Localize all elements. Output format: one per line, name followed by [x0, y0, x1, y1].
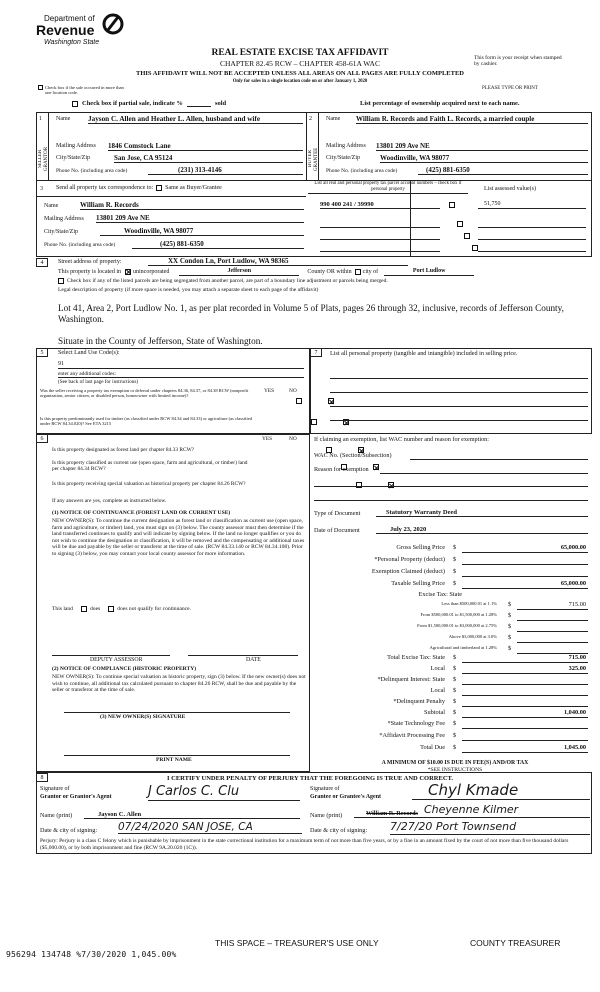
land-use-code[interactable]: 91	[58, 361, 304, 369]
grantee-date-label: Date & city of signing:	[310, 827, 368, 834]
parcel-2-personal-checkbox[interactable]	[457, 221, 463, 227]
tier1-amount[interactable]: 715.00	[568, 601, 586, 608]
local-label: Local	[430, 665, 445, 672]
logo-emblem-icon	[102, 12, 124, 36]
s6-yes-header: YES	[262, 436, 273, 442]
excise-state-row	[312, 591, 592, 601]
s6-q2-no-checkbox[interactable]	[373, 464, 379, 470]
section-4-number: 4	[36, 258, 48, 267]
s6-q3-no-checkbox[interactable]	[388, 482, 394, 488]
segregated-row	[58, 278, 388, 284]
multi-location-row	[38, 85, 138, 95]
s5-q1-no-checkbox[interactable]	[328, 398, 334, 404]
buyer-city-label: City/State/Zip	[326, 155, 360, 161]
tier2-input[interactable]	[517, 620, 588, 621]
does-label: does	[89, 606, 101, 612]
additional-codes-label: enter any additional codes:	[58, 371, 304, 378]
delinq-state-row	[312, 676, 592, 686]
delinq-local-row	[312, 687, 592, 697]
delinq-state-dollar: $	[453, 676, 457, 683]
logo-line1: Department of	[44, 14, 95, 23]
multi-location-label: Check box if the sale occurred in more than one location code.	[45, 85, 124, 96]
partial-sale-label: Check box if partial sale, indicate %	[82, 100, 183, 107]
tier3-row	[312, 623, 592, 633]
date-label: DATE	[246, 657, 261, 663]
form-chapter: CHAPTER 82.45 RCW – CHAPTER 458-61A WAC	[220, 59, 380, 68]
personal-row	[312, 556, 592, 566]
tier1-dollar: $	[508, 601, 512, 608]
tier4-dollar: $	[508, 634, 512, 641]
does-not-label: does not qualify for continuance.	[117, 606, 192, 612]
tier1-row	[312, 601, 592, 611]
delinq-local-label: Local	[430, 687, 445, 694]
s5-question-2: Is this property predominantly used for timber (as classified under RCW 84.34 and 84.33) or agriculture (as classified under RCW 84.34.020)? See ETA 3215	[40, 416, 252, 427]
treasurer-space: THIS SPACE – TREASURER'S USE ONLY	[215, 938, 379, 948]
s5-q2-yes-checkbox[interactable]	[311, 419, 317, 425]
s5-question-1: Was the seller receiving a property tax exemption or deferral under chapters 84.36, 84.37, or 84.38 RCW (nonprofit organization, senior citizen, or disabled person, homeowner with limited income)?	[40, 388, 249, 399]
s6-if-yes: If any answers are yes, complete as instructed below.	[52, 498, 167, 504]
treasurer-stamp: 956294 134748 %7/30/2020 1,045.00%	[6, 950, 177, 959]
land-use-label: Select Land Use Code(s):	[58, 350, 120, 356]
wac-label: WAC No. (Section/Subsection)	[314, 452, 392, 459]
section-7-number: 7	[310, 348, 322, 357]
grantee-date-city[interactable]: 7/27/20 Port Townsend	[390, 821, 590, 835]
tier2-row	[312, 612, 592, 622]
delinq-local-input[interactable]	[462, 695, 588, 696]
s6-question-2: Is this property classified as current use (open space, farm and agricultural, or timber) land per chapter 84.34 RCW?	[52, 460, 248, 473]
affidavit-fee-input[interactable]	[462, 740, 588, 741]
reason-label: Reason for exemption	[314, 466, 369, 473]
county-treasurer: COUNTY TREASURER	[470, 938, 561, 948]
exemption-row	[312, 568, 592, 578]
perjury-statement: Perjury: Perjury is a class C felony which is punishable by imprisonment in the state correctional institution for a maximum term of not more than five years, or by a fine in an amount fixed by the court of not more than five thousand dollars ($5,000.00), or by both imprisonment and fine (RCW 9A.20.020 (1C)).	[40, 838, 569, 851]
seller-city[interactable]: San Jose, CA 95124	[114, 154, 303, 163]
parcel-3-personal-checkbox[interactable]	[464, 233, 470, 239]
land-does-not-checkbox[interactable]	[108, 606, 114, 612]
buyer-address[interactable]: 13801 209 Ave NE	[376, 142, 588, 151]
parcel-4-personal-checkbox[interactable]	[472, 245, 478, 251]
logo-line2: Revenue	[36, 22, 95, 38]
deputy-assessor-label: DEPUTY ASSESSOR	[90, 657, 143, 663]
notice1-text: NEW OWNER(S): To continue the current designation as forest land or classification as current use (open space, farm and agriculture, or timber) land, you must sign on (3) below. The county assessor must then determine if the land transferred continues to qualify and will indicate by signing below. If the land no longer qualifies or you do not wish to continue the designation or classification, it will be removed and the compensating or additional taxes will be due and payable by the seller or transferor at the time of sale. (RCW 84.33.140 or RCW 84.34.108). Prior to signing (3) below, you may contact your local county assessor for more information.	[52, 518, 305, 557]
city-of-label: city of	[362, 268, 379, 275]
personal-input[interactable]	[462, 564, 588, 565]
sig-grantor-label-1: Signature of	[40, 786, 70, 792]
land-does-checkbox[interactable]	[81, 606, 87, 612]
grantor-signature[interactable]: J Carlos C. Clu	[148, 785, 300, 801]
partial-sale-checkbox[interactable]	[72, 101, 78, 107]
delinq-state-label: *Delinquent Interest: State	[377, 676, 445, 683]
grantee-name-row	[354, 803, 590, 818]
logo-line3: Washington State	[44, 39, 100, 46]
penalty-input[interactable]	[462, 706, 588, 707]
buyer-name[interactable]: William R. Records and Faith L. Records, a married couple	[356, 115, 588, 124]
section-3-number: 3	[40, 186, 43, 192]
parcel-account-2[interactable]	[320, 221, 440, 228]
total-due-label: Total Due	[420, 744, 445, 751]
corr-name[interactable]: William R. Records	[80, 201, 304, 210]
corr-phone[interactable]: (425) 881-6350	[132, 240, 304, 249]
property-street[interactable]: XX Condon Ln, Port Ludlow, WA 98365	[148, 257, 408, 266]
county-or-label: County OR within	[307, 268, 352, 275]
corr-city[interactable]: Woodinville, WA 98077	[100, 227, 304, 236]
form-warning: THIS AFFIDAVIT WILL NOT BE ACCEPTED UNLESS ALL AREAS ON ALL PAGES ARE FULLY COMPLETED	[136, 70, 464, 77]
tier3-dollar: $	[508, 623, 512, 630]
subtotal-label: Subtotal	[424, 709, 445, 716]
s5-yes-header: YES	[264, 388, 275, 394]
notice2-text: NEW OWNER(S): To continue special valuation as historic property, sign (3) below. If the new owner(s) does not wish to continue, all additional tax calculated pursuant to chapter 84.26 RCW, shall be due and payable by the seller or transferor at the time of sale.	[52, 674, 306, 694]
type-or-print: PLEASE TYPE OR PRINT	[482, 86, 538, 91]
exemption-label: If claiming an exemption, list WAC number and reason for exemption:	[314, 436, 489, 443]
taxable-dollar: $	[453, 580, 457, 587]
total-due-amount[interactable]: 1,045.00	[563, 744, 586, 751]
total-state-label: Total Excise Tax: State	[387, 654, 445, 661]
delinq-state-input[interactable]	[462, 684, 588, 685]
tech-fee-dollar: $	[453, 720, 457, 727]
tech-fee-row	[312, 720, 592, 730]
taxable-amount[interactable]: 65,000.00	[560, 580, 586, 587]
tier1-label: Less than $500,000.01 at 1.1%	[441, 601, 497, 606]
street-label: Street address of property:	[58, 259, 122, 265]
seller-name[interactable]: Jayson C. Allen and Heather L. Allen, husband and wife	[88, 115, 303, 124]
parcel-value-3[interactable]	[478, 233, 586, 240]
unincorporated-checkbox[interactable]	[125, 269, 131, 275]
seller-phone[interactable]: (231) 313-4146	[148, 166, 303, 175]
personal-dollar: $	[453, 556, 457, 563]
section-5-number: 5	[36, 348, 48, 357]
delinq-local-dollar: $	[453, 687, 457, 694]
buyer-phone[interactable]: (425) 881-6350	[418, 166, 588, 175]
grantor-date-label: Date & city of signing:	[40, 827, 98, 834]
exemption-claimed-label: Exemption Claimed (deduct)	[371, 568, 445, 575]
corr-address[interactable]: 13801 209 Ave NE	[96, 214, 304, 223]
receipt-note: This form is your receipt when stamped by cashier.	[474, 55, 562, 68]
penalty-label: *Delinquent Penalty	[393, 698, 445, 705]
same-as-buyer-checkbox[interactable]	[156, 185, 162, 191]
s5-q1-yes-checkbox[interactable]	[296, 398, 302, 404]
s6-no-header: NO	[289, 436, 297, 442]
grantor-name[interactable]: Jayson C. Allen	[84, 811, 300, 819]
seller-phone-label: Phone No. (including area code)	[56, 168, 128, 174]
sig-grantee-label	[310, 786, 381, 801]
sig-grantor-label-2: Grantor or Grantor's Agent	[40, 793, 112, 800]
total-due-row	[312, 744, 592, 754]
form-title: REAL ESTATE EXCISE TAX AFFIDAVIT	[211, 48, 389, 58]
personal-property-label: List all personal property (tangible and intangible) included in selling price.	[330, 350, 518, 357]
exemption-input[interactable]	[462, 576, 588, 577]
section-7-frame	[310, 348, 592, 434]
tech-fee-label: *State Technology Fee	[387, 720, 445, 727]
affidavit-fee-label: *Affidavit Processing Fee	[379, 732, 445, 739]
taxable-row	[312, 580, 592, 590]
grantee-name-handwritten[interactable]: Cheyenne Kilmer	[423, 803, 519, 817]
taxable-label: Taxable Selling Price	[391, 580, 445, 587]
total-due-dollar: $	[453, 744, 457, 751]
sales-note: Only for sales in a single location code on or after January 1, 2020	[232, 79, 368, 84]
total-state-amount[interactable]: 715.00	[568, 654, 586, 661]
s5-no-header: NO	[289, 388, 297, 394]
grantee-name-label: Name (print)	[310, 812, 343, 819]
located-in-label: This property is located in	[58, 268, 121, 275]
section-2-number: 2	[309, 116, 312, 122]
local-row	[312, 665, 592, 675]
see-back-label: (See back of last page for instructions)	[58, 379, 139, 385]
partial-sale-row	[72, 100, 226, 107]
wac-input[interactable]	[410, 452, 588, 460]
seller-name-label: Name	[56, 116, 71, 122]
notice1-title: (1) NOTICE OF CONTINUANCE (FOREST LAND OR CURRENT USE)	[52, 510, 231, 516]
sig-grantee-label-2: Grantee or Grantee's Agent	[310, 793, 382, 800]
parcel-value-1[interactable]: 51,750	[478, 201, 586, 209]
gross-row	[312, 544, 592, 554]
assessed-header: List assessed value(s)	[484, 186, 536, 192]
parcel-account-3[interactable]	[320, 233, 440, 240]
see-instructions: *SEE INSTRUCTIONS	[427, 767, 483, 773]
same-as-buyer-label: Same as Buyer/Grantee	[165, 185, 222, 191]
multi-location-checkbox[interactable]	[38, 85, 43, 90]
exemption-dollar: $	[453, 568, 457, 575]
affidavit-fee-dollar: $	[453, 732, 457, 739]
seller-city-label: City/State/Zip	[56, 155, 90, 161]
local-dollar: $	[453, 665, 457, 672]
sig-grantee-label-1: Signature of	[310, 786, 340, 792]
gross-dollar: $	[453, 544, 457, 551]
tier2-dollar: $	[508, 612, 512, 619]
subtotal-amount[interactable]: 1,040.00	[563, 709, 586, 716]
tier2-label: From $500,000.01 to $1,500,000 at 1.28%	[420, 612, 497, 617]
tier3-input[interactable]	[517, 631, 588, 632]
tier5-dollar: $	[508, 645, 512, 652]
parcel-account-4[interactable]	[320, 245, 440, 252]
corr-name-label: Name	[44, 203, 59, 209]
doc-date-label: Date of Document	[314, 527, 360, 534]
notice2-title: (2) NOTICE OF COMPLIANCE (HISTORIC PROPERTY)	[52, 666, 197, 672]
parcel-value-2[interactable]	[478, 221, 586, 228]
dor-logo	[36, 12, 136, 52]
reason-input[interactable]	[380, 466, 588, 474]
segregated-label: Check box if any of the listed parcels are being segregated from another parcel, are part of a boundary line adjustment or parcels being merged.	[67, 278, 388, 284]
doc-type[interactable]: Statutory Warranty Deed	[376, 509, 588, 517]
tech-fee-input[interactable]	[462, 728, 588, 729]
penalty-dollar: $	[453, 698, 457, 705]
seller-side-label: SELLER GRANTOR	[38, 146, 49, 172]
corr-address-label: Mailing Address	[44, 216, 84, 222]
s6-q3-yes-checkbox[interactable]	[356, 482, 362, 488]
parcel-account-1[interactable]: 990 400 241 / 39990	[320, 201, 440, 209]
subtotal-dollar: $	[453, 709, 457, 716]
seller-address[interactable]: 1846 Comstock Lane	[108, 142, 303, 151]
sold-label: sold	[214, 100, 227, 107]
print-name-label: PRINT NAME	[156, 757, 192, 763]
minimum-note: A MINIMUM OF $10.00 IS DUE IN FEE(S) AND/OR TAX	[381, 760, 529, 766]
city-of-checkbox[interactable]	[355, 269, 361, 275]
this-land-label: This land	[52, 606, 73, 612]
correspondence-row	[56, 185, 222, 192]
gross-amount[interactable]: 65,000.00	[560, 544, 586, 551]
buyer-phone-label: Phone No. (including area code)	[326, 168, 398, 174]
legal-description[interactable]: Lot 41, Area 2, Port Ludlow No. 1, as per plat recorded in Volume 5 of Plats, pages 26 through 32, inclusive, records of Jefferson County, Washington.	[58, 303, 564, 324]
buyer-address-label: Mailing Address	[326, 143, 366, 149]
sig-grantor-label	[40, 786, 112, 801]
tier5-label: Agricultural and timberland at 1.28%	[429, 645, 497, 650]
s6-question-3: Is this property receiving special valuation as historical property per chapter 84.26 RCW?	[52, 481, 246, 487]
grantor-name-label: Name (print)	[40, 812, 73, 819]
doc-type-label: Type of Document	[314, 510, 361, 517]
tier4-label: Above $3,000,000 at 3.0%	[448, 634, 497, 639]
grantee-signature[interactable]: Chyl Kmade	[412, 782, 590, 800]
correspondence-label: Send all property tax correspondence to:	[56, 185, 154, 191]
corr-phone-label: Phone No. (including area code)	[44, 242, 116, 248]
subtotal-row	[312, 709, 592, 719]
excise-state-label: Excise Tax: State	[418, 591, 462, 598]
seller-address-label: Mailing Address	[56, 143, 96, 149]
segregated-checkbox[interactable]	[58, 278, 64, 284]
grantor-date-city[interactable]: 07/24/2020 SAN JOSE, CA	[118, 821, 302, 834]
parcel-value-4[interactable]	[478, 245, 586, 252]
section-8-number: 8	[36, 773, 48, 782]
local-amount[interactable]: 325.00	[568, 665, 586, 672]
county-name[interactable]: Jefferson	[179, 268, 299, 276]
location-row	[58, 268, 474, 276]
buyer-name-label: Name	[326, 116, 341, 122]
ownership-note: List percentage of ownership acquired next to each name.	[360, 100, 520, 107]
partial-sale-input[interactable]	[187, 100, 211, 107]
section-1-number: 1	[39, 116, 42, 122]
tier4-row	[312, 634, 592, 644]
legal-situate[interactable]: Situate in the County of Jefferson, State of Washington.	[58, 336, 263, 346]
doc-date[interactable]: July 23, 2020	[376, 526, 588, 534]
buyer-side-label: BUYER GRANTEE	[308, 147, 319, 171]
unincorporated-label: unincorporated	[133, 268, 170, 275]
parcel-1-personal-checkbox[interactable]	[449, 202, 455, 208]
gross-label: Gross Selling Price	[396, 544, 445, 551]
city-name[interactable]: Port Ludlow	[384, 268, 474, 276]
this-land-row	[52, 606, 191, 612]
parcels-header: List all real and personal property tax parcel account numbers – check box if personal property	[308, 181, 468, 194]
corr-city-label: City/State/Zip	[44, 229, 78, 235]
total-state-dollar: $	[453, 654, 457, 661]
section-6-number: 6	[36, 434, 48, 443]
total-state-row	[312, 654, 592, 664]
buyer-city[interactable]: Woodinville, WA 98077	[380, 154, 588, 163]
certify-statement: I CERTIFY UNDER PENALTY OF PERJURY THAT THE FOREGOING IS TRUE AND CORRECT.	[166, 775, 453, 782]
personal-label: *Personal Property (deduct)	[374, 556, 445, 563]
grantee-name-struck: William R. Records	[366, 809, 418, 817]
tier4-input[interactable]	[517, 642, 588, 643]
affidavit-fee-row	[312, 732, 592, 742]
penalty-row	[312, 698, 592, 708]
legal-note: Legal description of property (if more space is needed, you may attach a separate sheet to each page of the affidavit)	[58, 287, 319, 293]
tier3-label: From $1,500,000.01 to $3,000,000 at 2.75%	[417, 623, 497, 628]
new-owner-sig-label: (3) NEW OWNER(S) SIGNATURE	[100, 714, 186, 720]
s6-question-1: Is this property designated as forest land per chapter 84.33 RCW?	[52, 447, 195, 453]
